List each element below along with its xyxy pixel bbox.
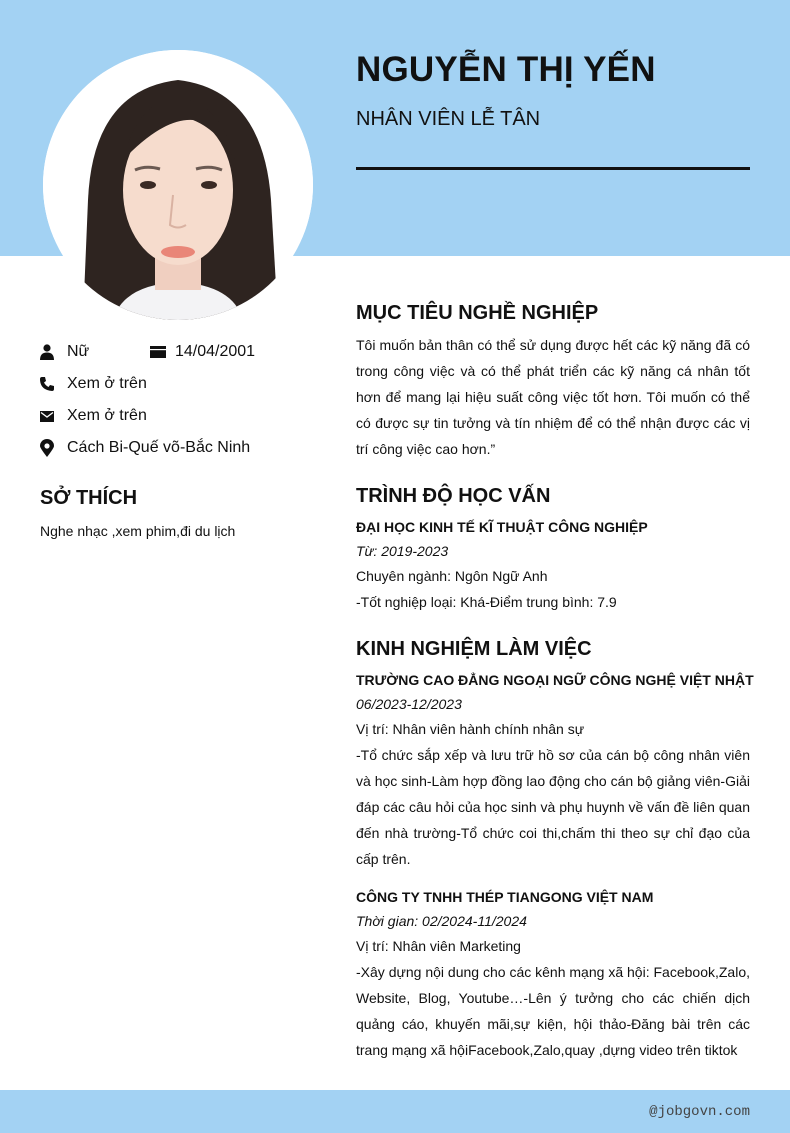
job-company: CÔNG TY TNHH THÉP TIANGONG VIỆT NAM [356,889,654,905]
calendar-icon [150,344,166,360]
address-value: Cách Bi-Quế võ-Bắc Ninh [67,439,251,456]
objective-title: MỤC TIÊU NGHỀ NGHIỆP [356,302,599,324]
profile-photo [43,50,313,320]
location-pin-icon [40,440,54,456]
contact-birthday [150,343,255,361]
education-title: TRÌNH ĐỘ HỌC VẤN [356,485,551,507]
education-period: Từ: 2019-2023 [356,543,449,559]
job-period: 06/2023-12/2023 [356,696,462,712]
job-position: Vị trí: Nhân viên hành chính nhân sự [356,721,585,737]
job-description: -Tổ chức sắp xếp và lưu trữ hồ sơ của cán bộ công nhân viên và học sinh-Làm hợp đồng lao động cho cán bộ giảng viên-Giải đáp các câu hỏi của học sinh và phụ huynh về vấn đề liên quan đến nhà trường-Tổ chức coi thi,chấm thi theo sự chỉ đạo của cấp trên. [356,747,750,867]
email-value: Xem ở trên [67,407,147,424]
education-school: ĐẠI HỌC KINH TẾ KĨ THUẬT CÔNG NGHIỆP [356,519,648,535]
title-divider [356,167,750,170]
contact-address [40,439,250,457]
education-grade: -Tốt nghiệp loại: Khá-Điểm trung bình: 7.9 [356,594,617,610]
candidate-name: NGUYỄN THỊ YẾN [356,50,656,89]
gender-value: Nữ [67,343,90,360]
hobbies-text: Nghe nhạc ,xem phim,đi du lịch [40,523,236,539]
objective-text: Tôi muốn bản thân có thể sử dụng được hết các kỹ năng đã có trong công việc và có thể phát triển các kỹ năng cá nhân tốt hơn để mang lại hiệu suất công việc tốt hơn. Tôi muốn có thể có được sự tin tưởng và tín nhiệm để có thể nhận được các vị trí công việc cao hơn.” [356,337,750,457]
portrait-photo-icon [43,50,313,320]
mail-icon [40,408,54,424]
job-position: Vị trí: Nhân viên Marketing [356,938,521,954]
experience-title: KINH NGHIỆM LÀM VIỆC [356,638,592,660]
contact-gender [40,343,89,361]
phone-icon [40,376,54,392]
phone-value: Xem ở trên [67,375,147,392]
contact-email [40,407,147,425]
job-company: TRƯỜNG CAO ĐẲNG NGOẠI NGỮ CÔNG NGHỆ VIỆT NHẬT [356,672,754,688]
job-title: NHÂN VIÊN LỄ TÂN [356,108,541,130]
person-icon [40,344,54,360]
hobbies-title: SỞ THÍCH [40,487,138,509]
contact-phone [40,375,147,393]
job-description: -Xây dựng nội dung cho các kênh mạng xã hội: Facebook,Zalo, Website, Blog, Youtube…-Lên ý tưởng cho các chiến dịch quảng cáo, khuyến mãi,sự kiện, hội thảo-Đăng bài trên các trang mạng xã hộiFacebook,Zalo,quay ,dựng video trên tiktok [356,964,750,1058]
birthday-value: 14/04/2001 [175,343,256,360]
footer-watermark: @jobgovn.com [649,1104,750,1120]
education-major: Chuyên ngành: Ngôn Ngữ Anh [356,568,548,584]
job-period: Thời gian: 02/2024-11/2024 [356,913,527,929]
